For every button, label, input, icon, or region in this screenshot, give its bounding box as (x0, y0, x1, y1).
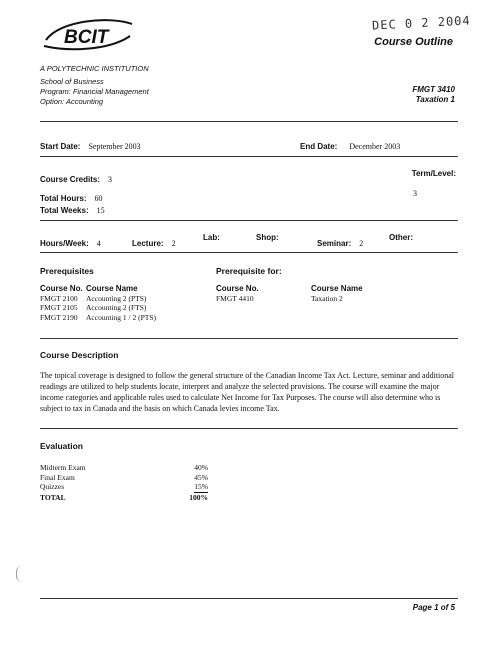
total-weeks-value: 15 (96, 206, 105, 215)
evaluation-item: Midterm Exam (40, 463, 86, 472)
prereq-course-no: FMGT 2105 (40, 303, 78, 312)
evaluation-row (40, 463, 208, 473)
divider (40, 252, 458, 253)
prereq-row (40, 294, 156, 304)
divider (40, 121, 458, 122)
prereq-course-no: FMGT 2190 (40, 312, 78, 322)
prereq-for-col-course-no: Course No. (216, 284, 259, 293)
total-hours-value: 60 (94, 194, 103, 203)
scan-margin-mark (16, 566, 23, 582)
shop-label: Shop: (256, 233, 279, 242)
lecture-value: 2 (171, 239, 176, 248)
divider (40, 220, 458, 221)
course-identifier (412, 85, 455, 105)
evaluation-weight: 40% (194, 463, 208, 472)
course-code: FMGT 3410 (412, 85, 455, 94)
end-date-label: End Date: (300, 142, 338, 151)
prereq-row (40, 303, 156, 313)
program-name: Program: Financial Management (40, 87, 149, 96)
course-description-text: The topical coverage is designed to follow the general structure of the Canadian Income Tax Act. Lecture, seminar and additional readings are utilized to help students locate, interpret and analyze the selected provisions. The course will examine the major income categories and applicable rules used to calculate Net Income for Tax Purposes. The course will also determine who is subject to tax in Canada and the basis on which Canada levies income Tax. (40, 371, 455, 413)
hours-week-value: 4 (96, 239, 101, 248)
course-title: Taxation 1 (415, 95, 455, 104)
evaluation-item: Final Exam (40, 472, 75, 482)
seminar-value: 2 (359, 239, 364, 248)
total-hours-label: Total Hours: (40, 194, 87, 203)
prerequisite-for-heading: Prerequisite for: (216, 266, 282, 276)
divider (40, 338, 458, 339)
evaluation-weight: 45% (194, 472, 208, 482)
prereq-col-course-name: Course Name (86, 284, 138, 293)
document-title: Course Outline (374, 36, 453, 48)
evaluation-row (40, 473, 208, 483)
prereq-course-name: Accounting 2 (FTS) (86, 303, 147, 312)
evaluation-weight: 15% (194, 482, 208, 491)
prereq-course-no: FMGT 2100 (40, 293, 78, 303)
divider (40, 428, 458, 429)
term-level-value: 3 (413, 189, 417, 198)
evaluation-heading: Evaluation (40, 441, 83, 451)
lecture-label: Lecture: (132, 239, 164, 248)
bcit-logo (40, 16, 136, 56)
school-name: School of Business (40, 77, 104, 86)
prereq-col-course-no: Course No. (40, 284, 83, 293)
institution-tagline: A POLYTECHNIC INSTITUTION (40, 64, 149, 73)
svg-text:BCIT: BCIT (64, 27, 109, 48)
end-date-value: December 2003 (349, 142, 401, 151)
prereq-course-name: Accounting 1 / 2 (PTS) (86, 312, 156, 322)
evaluation-total-value: 100% (189, 492, 208, 502)
prereq-for-row (216, 294, 363, 304)
total-weeks-label: Total Weeks: (40, 206, 89, 215)
prerequisites-heading: Prerequisites (40, 266, 94, 276)
course-credits-label: Course Credits: (40, 175, 101, 184)
prereq-for-col-course-name: Course Name (311, 284, 363, 293)
start-date-label: Start Date: (40, 142, 81, 151)
course-description-heading: Course Description (40, 350, 119, 360)
evaluation-row (40, 482, 208, 493)
date-received-stamp: DEC 0 2 2004 (371, 13, 472, 33)
institution-info (40, 64, 149, 107)
hours-week-label: Hours/Week: (40, 239, 89, 248)
option-name: Option: Accounting (40, 97, 104, 106)
seminar-label: Seminar: (317, 239, 352, 248)
prereq-for-course-name: Taxation 2 (311, 293, 343, 303)
evaluation-total-row (40, 493, 208, 503)
start-date-value: September 2003 (88, 142, 141, 151)
other-label: Other: (389, 233, 413, 242)
evaluation-table (40, 463, 208, 502)
prereq-for-course-no: FMGT 4410 (216, 293, 254, 303)
prereq-row (40, 313, 156, 323)
term-level-label: Term/Level: (411, 169, 456, 178)
footer-divider (40, 598, 458, 599)
divider (40, 156, 458, 157)
lab-label: Lab: (203, 233, 220, 242)
page-number: Page 1 of 5 (412, 603, 455, 612)
course-credits-value: 3 (108, 175, 113, 184)
prereq-course-name: Accounting 2 (PTS) (86, 293, 147, 303)
evaluation-item: Quizzes (40, 482, 65, 491)
evaluation-total-label: TOTAL (40, 492, 66, 502)
